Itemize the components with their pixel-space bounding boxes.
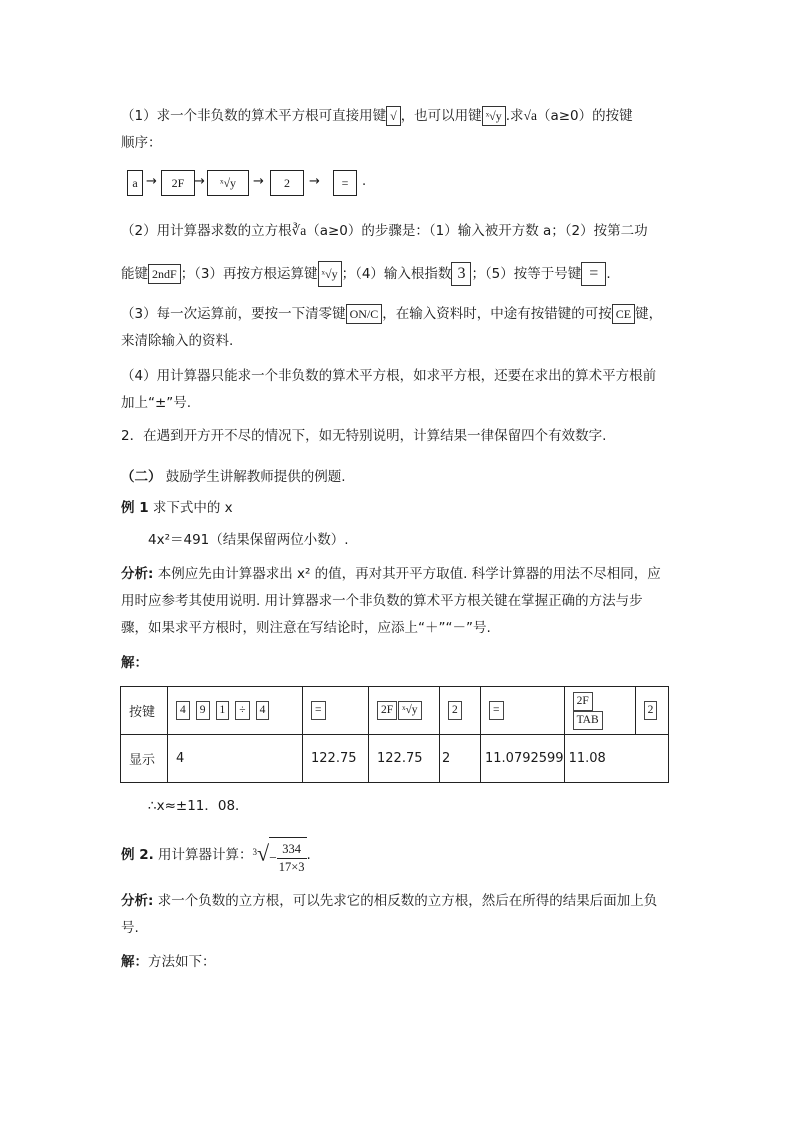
ex2-analysis-line2: 号.	[121, 920, 139, 936]
p2-text: ；（4）输入根指数	[341, 266, 452, 282]
xrooty-key: ˣ√y	[318, 261, 342, 287]
ex1-equation: 4x²＝491（结果保留两位小数）.	[148, 532, 349, 548]
p1-line2: 顺序：	[121, 135, 162, 151]
cbrt-a: ∛a	[291, 223, 307, 238]
equals-key: =	[581, 262, 606, 286]
table-row	[121, 735, 669, 783]
p2-text: （a≥0）的步骤是：（1）输入被开方数 a；（2）按第二功	[306, 223, 648, 239]
section-label: （二）	[121, 469, 162, 485]
calculator-table	[120, 686, 669, 783]
ex1-solution-label: 解：	[121, 655, 148, 671]
seq-end: .	[362, 174, 367, 189]
minus-sign: −	[269, 849, 277, 865]
fraction	[277, 841, 307, 876]
keys-cell	[168, 687, 303, 735]
keys-cell	[635, 687, 668, 735]
2ndf-key: 2ndF	[148, 264, 181, 284]
p1-line1	[121, 106, 633, 126]
ex2-text: 用计算器计算：	[153, 846, 253, 863]
table-key: 4	[256, 701, 270, 720]
solution-text: 方法如下：	[148, 954, 216, 970]
table-key: =	[311, 701, 326, 720]
sqrt-a: √a	[523, 108, 537, 123]
numerator: 334	[277, 841, 307, 859]
table-key: 2	[448, 701, 462, 720]
key-3: 3	[451, 262, 471, 286]
denominator: 17×3	[278, 860, 305, 875]
keys-cell	[440, 687, 481, 735]
keys-cell	[303, 687, 369, 735]
display-cell: 4	[168, 735, 303, 783]
p1-text: ，也可以用键	[400, 108, 482, 124]
cube-root-expression	[253, 832, 307, 878]
display-cell: 11.0792599	[481, 735, 565, 783]
p2-text: ；（5）按等于号键	[471, 266, 582, 282]
radicand	[269, 837, 306, 878]
section-heading	[121, 467, 346, 487]
seq-key-2f: 2F	[161, 170, 195, 196]
xrooty-key: ˣ√y	[482, 106, 506, 126]
ex1-result: ∴x≈±11．08．	[148, 798, 249, 814]
p4-line2: 加上“±”号.	[121, 395, 192, 411]
keys-cell	[369, 687, 440, 735]
table-key: ˣ√y	[398, 701, 421, 720]
seq-arrow: →	[194, 174, 205, 189]
table-key: 2	[644, 701, 658, 720]
analysis-text: 求一个负数的立方根，可以先求它的相反数的立方根，然后在所得的结果后面加上负	[153, 893, 658, 909]
keys-cell	[564, 687, 635, 735]
p2-text: ；（3）再按方根运算键	[180, 266, 318, 282]
ex1-analysis-line3: 骤，如果求平方根时，则注意在写结论时，应添上“＋”“－”号.	[121, 620, 491, 636]
table-key: 4	[176, 701, 190, 720]
ex1-analysis-line2: 用时应参考其使用说明. 用计算器求一个非负数的算术平方根关键在掌握正确的方法与步	[121, 593, 643, 609]
p3-text: ，在输入资料时，中途有按错键的可按	[382, 306, 612, 322]
table-key: TAB	[573, 711, 603, 730]
p3-text: 键，	[635, 306, 663, 322]
p4-line1: （4）用计算器只能求一个非负数的算术平方根，如求平方根，还要在求出的算术平方根前	[121, 368, 657, 384]
table-key: 2F	[573, 692, 593, 711]
seq-key-2: 2	[270, 170, 304, 196]
analysis-label: 分析:	[121, 566, 154, 582]
table-key: 1	[216, 701, 230, 720]
table-key: ÷	[235, 701, 249, 720]
p2-text: 能键	[121, 266, 148, 282]
seq-arrow: →	[309, 174, 320, 189]
ce-key: CE	[612, 304, 635, 324]
p2-line2	[121, 261, 611, 287]
ex2-analysis-line1	[121, 891, 657, 911]
onc-key: ON/C	[346, 304, 383, 324]
p2-text: .	[606, 266, 611, 282]
row-label-display: 显示	[121, 735, 168, 783]
table-key: =	[489, 701, 504, 720]
p2-line1	[121, 221, 648, 241]
seq-arrow: →	[253, 174, 264, 189]
ex2-heading	[121, 832, 311, 878]
seq-arrow: →	[146, 174, 157, 189]
display-cell: 122.75	[369, 735, 440, 783]
sqrt-key: √	[386, 106, 401, 126]
ex2-solution	[121, 952, 216, 972]
display-cell: 2	[440, 735, 481, 783]
ex2-label: 例 2.	[121, 846, 154, 863]
ex2-end: .	[306, 846, 311, 863]
p5: 2．在遇到开方开不尽的情况下，如无特别说明，计算结果一律保留四个有效数字.	[121, 428, 607, 444]
seq-key-xrooty: ˣ√y	[207, 170, 249, 196]
row-label-keys: 按键	[121, 687, 168, 735]
ex1-label: 例 1	[121, 500, 149, 516]
p3-line2: 来清除输入的资料.	[121, 333, 234, 349]
table-row	[121, 687, 669, 735]
p1-text: （a≥0）的按键	[536, 108, 633, 124]
display-cell: 122.75	[303, 735, 369, 783]
keys-cell	[481, 687, 565, 735]
seq-key-a: a	[127, 170, 143, 196]
p2-text: （2）用计算器求数的立方根	[121, 223, 292, 239]
section-text: 鼓励学生讲解教师提供的例题.	[161, 469, 346, 485]
ex1-analysis-line1	[121, 564, 661, 584]
analysis-label: 分析:	[121, 893, 154, 909]
seq-key-eq: =	[333, 170, 357, 196]
table-key: 2F	[377, 701, 397, 720]
p1-text: （1）求一个非负数的算术平方根可直接用键	[121, 108, 387, 124]
analysis-text: 本例应先由计算器求出 x² 的值，再对其开平方取值. 科学计算器的用法不尽相同，应	[153, 566, 661, 582]
root-index: 3	[252, 847, 258, 857]
p1-text: .求	[505, 108, 524, 124]
p3-text: （3）每一次运算前，要按一下清零键	[121, 306, 346, 322]
ex1-heading	[121, 498, 233, 518]
ex1-text: 求下式中的 x	[148, 500, 233, 516]
solution-label: 解：	[121, 954, 148, 970]
display-cell: 11.08	[564, 735, 668, 783]
table-key: 9	[196, 701, 210, 720]
radical-sign-icon: √	[257, 840, 270, 866]
p3-line1	[121, 304, 662, 324]
